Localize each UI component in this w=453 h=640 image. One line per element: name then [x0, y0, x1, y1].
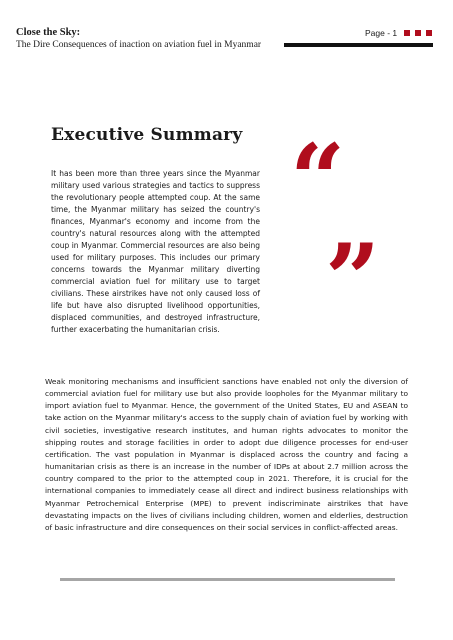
body-paragraph: Weak monitoring mechanisms and insufficient sanctions have enabled not only the diversion of commercial aviation fuel for military use but also provide loopholes for the Myanmar military to import aviation fuel to Myanmar. Hence, the government of the United States, EU and ASEAN to take action on the Myanmar military's access to the supply chain of aviation fuel by working with civil societies, investigative research institutes, and human rights advocates to monitor the shipping routes and storage facilities in order to adopt due diligence processes for end-user certification. The vast population in Myanmar is displaced across the country and facing a humanitarian crisis as there is an increase in the number of IDPs at about 2.7 million across the country compared to the prior to the attempted coup in 2021. Therefore, it is crucial for the international companies to immediately cease all direct and indirect business relationships with Myanmar Petrochemical Enterprise (MPE) to prevent indiscriminate airstrikes that have devastating impacts on the lives of civilians including children, women and elderlies, destruction of basic infrastructure and dire consequences on their social services in conflict-affected areas. — [45, 377, 408, 532]
footer-divider — [60, 578, 395, 581]
header-square-3 — [426, 30, 432, 36]
open-quote-icon: “ — [290, 123, 346, 236]
intro-paragraph: It has been more than three years since the Myanmar military used various strategies and tactics to suppress the revolutionary people attempted coup. At the same time, the Myanmar military has seized the country's finances, Myanmar's economy and income from the country's natural resources along with the attempted coup in Myanmar. Commercial resources are also being used for military purposes. This includes our primary concerns towards the Myanmar military diverting commercial aviation fuel for military use to target civilians. These airstrikes have not only caused loss of life but have also disrupted livelihood opportunities, displaced communities, and destroyed infrastructure, further exacerbating the humanitarian crisis. — [51, 169, 260, 334]
header-title: Close the Sky: — [16, 27, 81, 38]
section-title: Executive Summary — [51, 125, 243, 145]
header-bar — [284, 43, 433, 47]
header-subtitle: The Dire Consequences of inaction on aviation fuel in Myanmar — [16, 40, 262, 50]
close-quote-icon: ” — [325, 223, 381, 336]
header-square-2 — [415, 30, 421, 36]
page-number: Page - 1 — [365, 28, 398, 38]
header-square-1 — [404, 30, 410, 36]
